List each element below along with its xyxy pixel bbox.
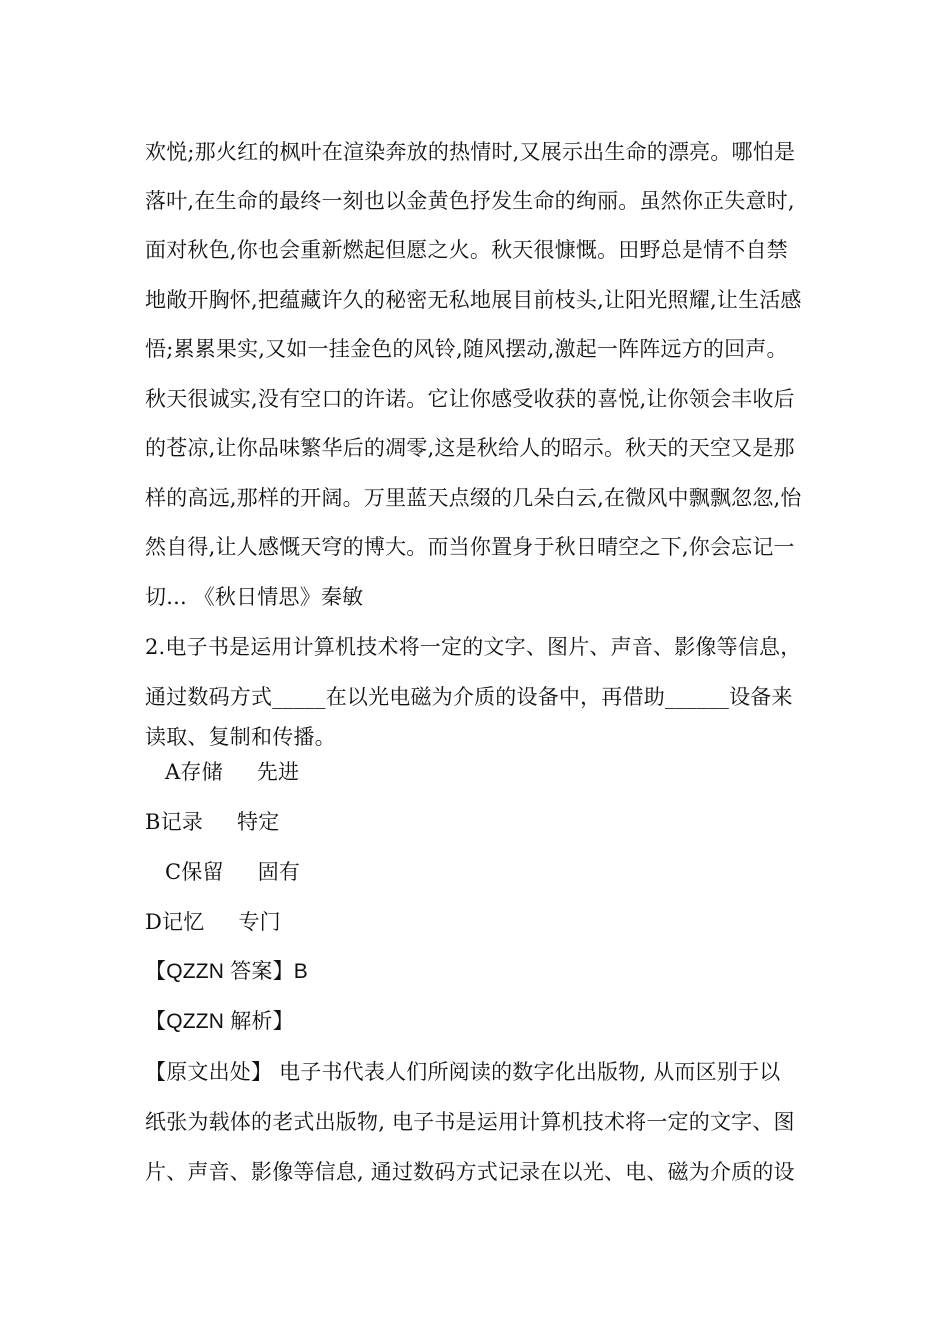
- option-c: [165, 858, 300, 886]
- option-letter: D: [145, 910, 163, 934]
- passage-line: 悟;累累果实,又如一挂金色的风铃,随风摆动,激起一阵阵远方的回声。: [145, 337, 788, 361]
- option-first-word: 记录: [160, 810, 204, 834]
- question-stem-line: 通过数码方式_____在以光电磁为介质的设备中，再借助______设备来: [145, 685, 793, 709]
- source-line: 片、声音、影像等信息, 通过数码方式记录在以光、电、磁为介质的设: [145, 1160, 795, 1184]
- passage-line: 欢悦;那火红的枫叶在渲染奔放的热情时,又展示出生命的漂亮。哪怕是: [145, 140, 796, 164]
- question-stem-line: 读取、复制和传播。: [145, 725, 336, 749]
- passage-line: 面对秋色,你也会重新燃起但愿之火。秋天很慷慨。田野总是情不自禁: [145, 238, 788, 262]
- option-second-word: 专门: [238, 910, 281, 934]
- passage-line: 样的高远,那样的开阔。万里蓝天点缀的几朵白云,在微风中飘飘忽忽,怡: [145, 486, 802, 510]
- option-second-word: 先进: [256, 760, 300, 784]
- answer-label: 【QZZN 答案】B: [145, 960, 308, 983]
- source-line: 【原文出处】 电子书代表人们所阅读的数字化出版物, 从而区别于以: [145, 1060, 781, 1084]
- question-stem-line: 2.电子书是运用计算机技术将一定的文字、图片、声音、影像等信息，: [145, 635, 802, 659]
- passage-line: 切... 《秋日情思》秦敏: [145, 585, 364, 609]
- source-line: 纸张为载体的老式出版物, 电子书是运用计算机技术将一定的文字、图: [145, 1110, 795, 1134]
- option-a: [165, 758, 299, 786]
- option-b: [145, 808, 279, 836]
- option-letter: C: [165, 860, 182, 884]
- passage-line: 地敞开胸怀,把蕴藏许久的秘密无私地展目前枝头,让阳光照耀,让生活感: [145, 288, 802, 312]
- analysis-label: 【QZZN 解析】: [145, 1010, 294, 1033]
- option-letter: B: [145, 810, 161, 834]
- passage-line: 的苍凉,让你品味繁华后的凋零,这是秋给人的昭示。秋天的天空又是那: [145, 436, 795, 460]
- passage-line: 落叶,在生命的最终一刻也以金黄色抒发生命的绚丽。虽然你正失意时,: [145, 189, 795, 213]
- option-first-word: 保留: [181, 860, 224, 884]
- option-second-word: 固有: [257, 860, 301, 884]
- option-letter: A: [165, 760, 181, 784]
- passage-line: 秋天很诚实,没有空口的许诺。它让你感受收获的喜悦,让你领会丰收后: [145, 387, 795, 411]
- option-first-word: 存储: [180, 760, 223, 784]
- passage-line: 然自得,让人感慨天穹的博大。而当你置身于秋日晴空之下,你会忘记一: [145, 535, 795, 559]
- option-second-word: 特定: [237, 810, 280, 834]
- option-d: [145, 908, 281, 936]
- option-first-word: 记忆: [162, 910, 205, 934]
